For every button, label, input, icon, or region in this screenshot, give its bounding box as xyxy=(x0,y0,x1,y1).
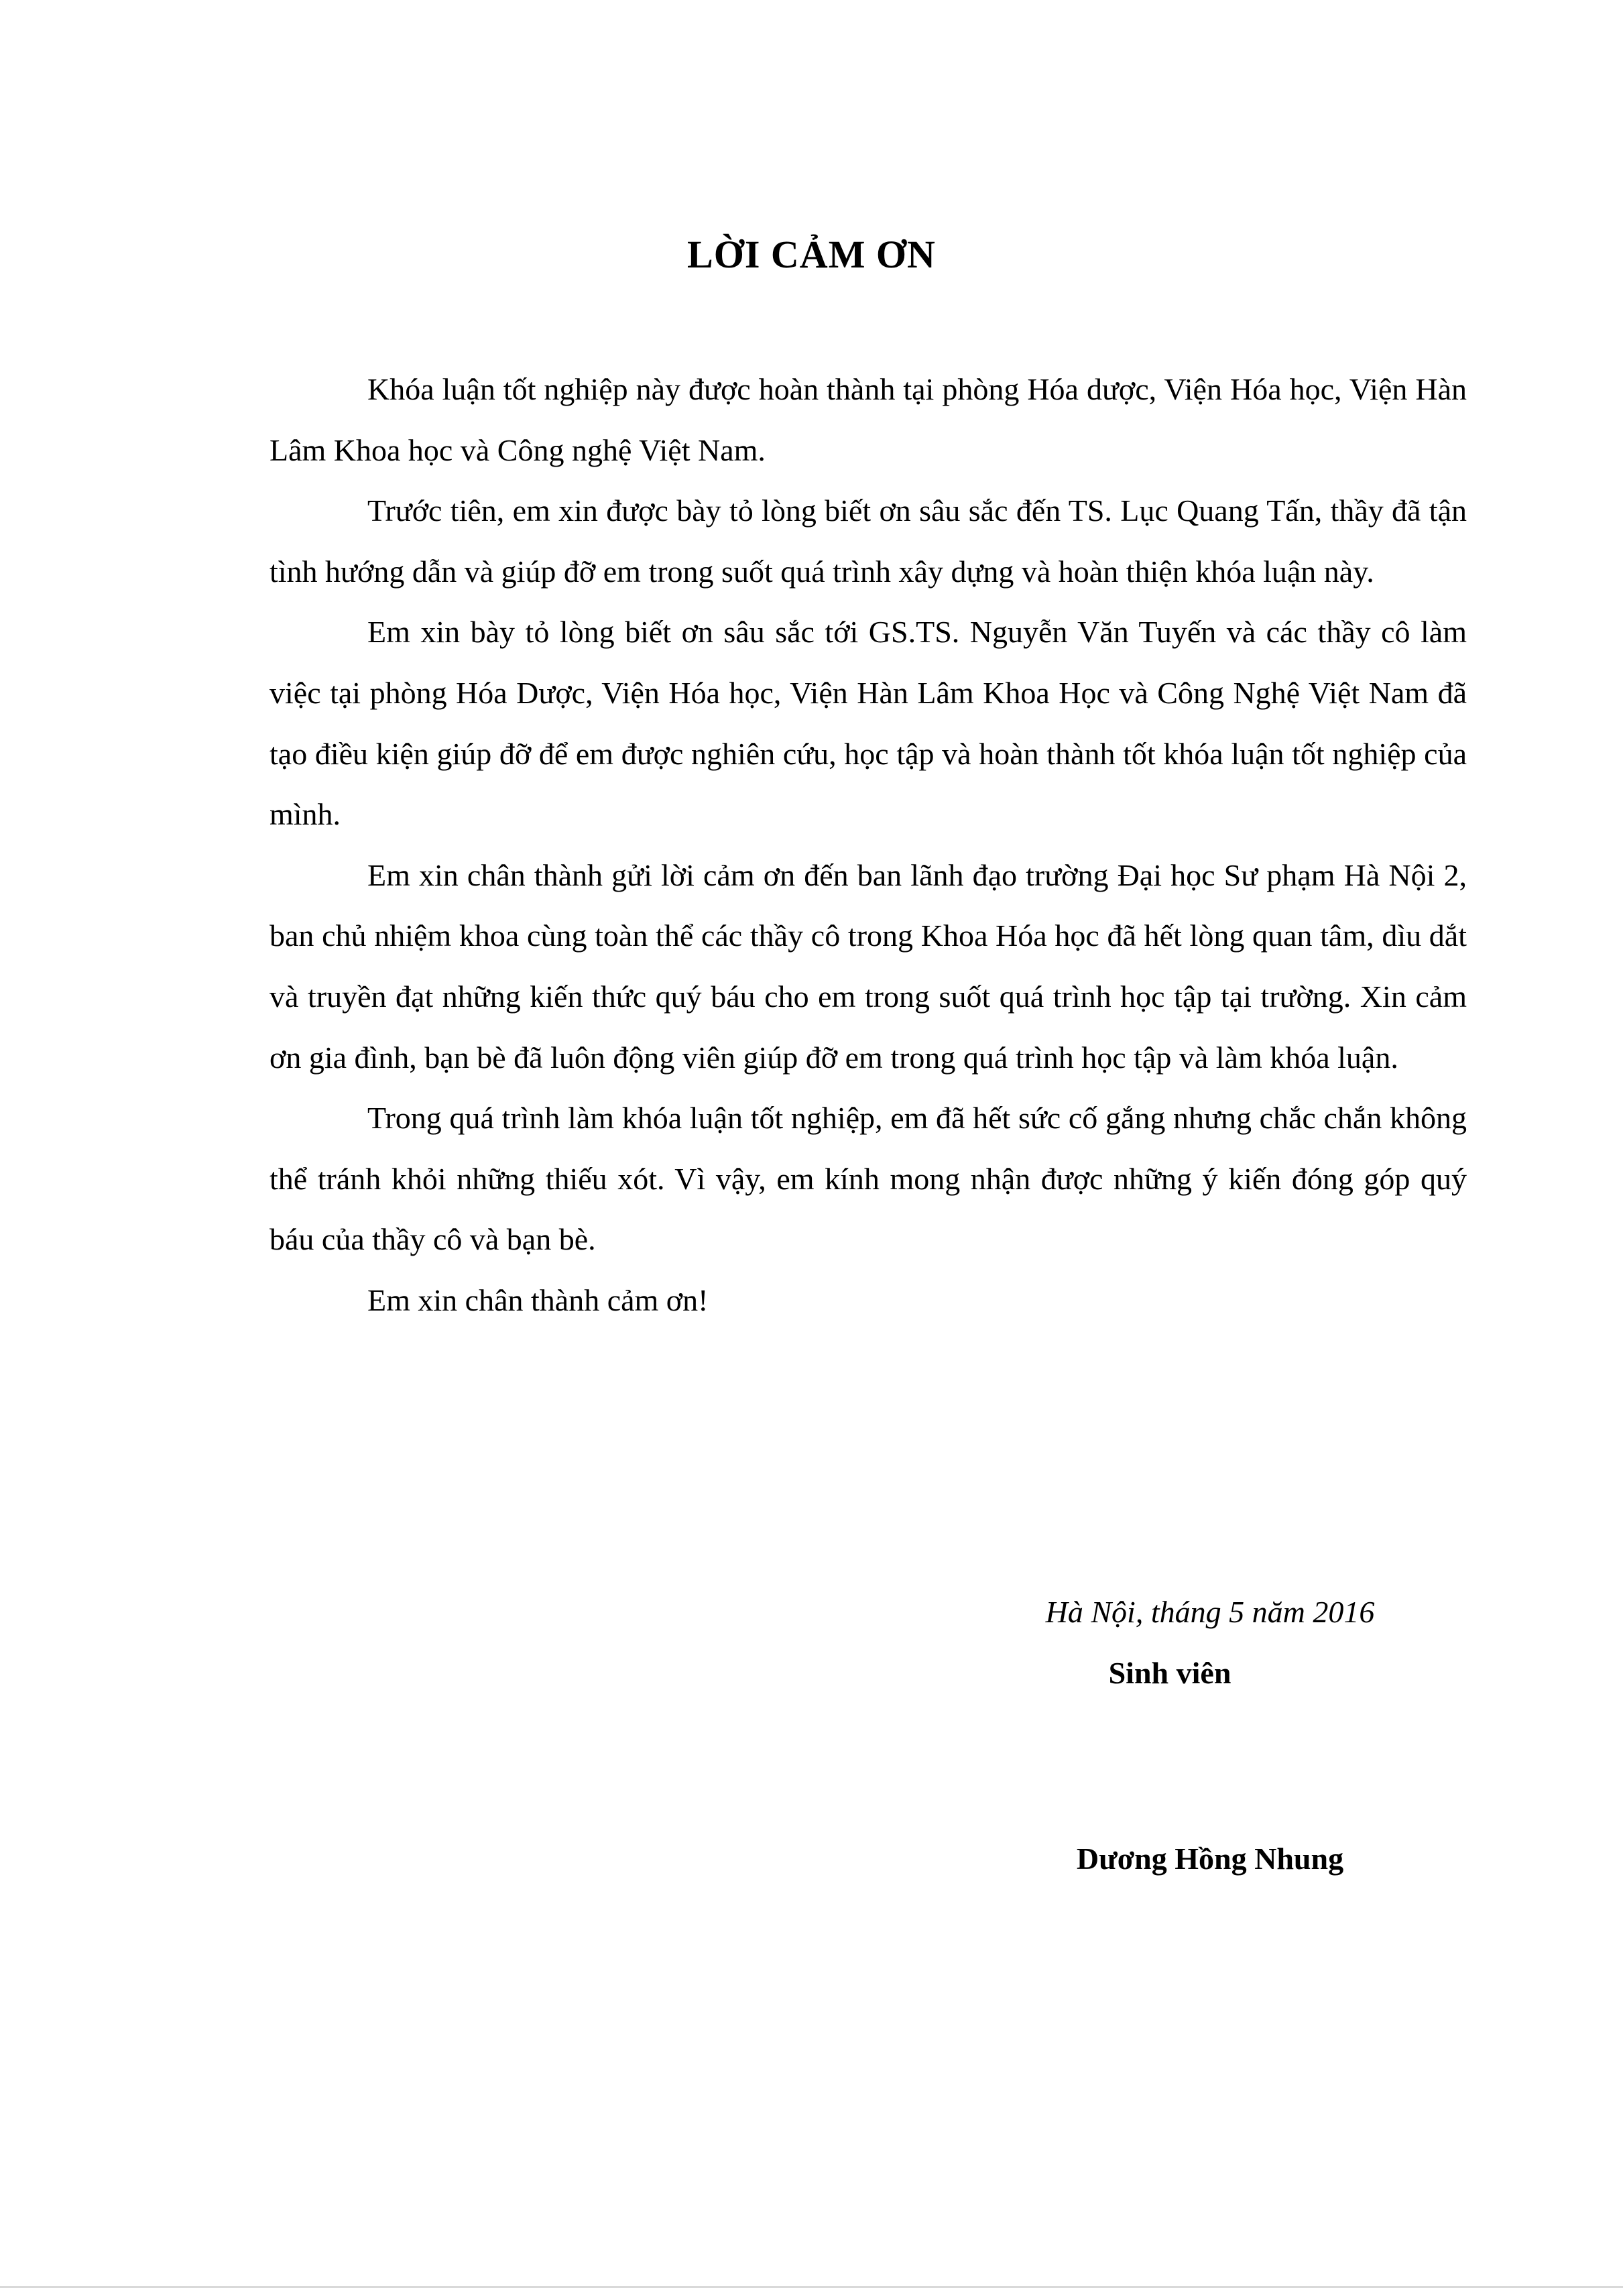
signature-place-date: Hà Nội, tháng 5 năm 2016 xyxy=(1045,1595,1375,1629)
signature-name: Dương Hồng Nhung xyxy=(1076,1841,1344,1876)
paragraph-6: Em xin chân thành cảm ơn! xyxy=(367,1282,709,1317)
page-bottom-edge xyxy=(0,2286,1623,2288)
paragraph-3: Em xin bày tỏ lòng biết ơn sâu sắc tới GS.TS. Nguyễn Văn Tuyến và các thầy cô làm việc tại phòng Hóa Dược, Viện Hóa học, Viện Hàn Lâm Khoa Học và Công Nghệ Việt Nam đã tạo điều kiện giúp đỡ để em được nghiên cứu, học tập và hoàn thành tốt khóa luận tốt nghiệp của mình. xyxy=(269,615,1467,832)
paragraph-2: Trước tiên, em xin được bày tỏ lòng biết ơn sâu sắc đến TS. Lục Quang Tấn, thầy đã tận tình hướng dẫn và giúp đỡ em trong suốt quá trình xây dựng và hoàn thiện khóa luận này. xyxy=(269,493,1467,589)
paragraph-4: Em xin chân thành gửi lời cảm ơn đến ban lãnh đạo trường Đại học Sư phạm Hà Nội 2, ban chủ nhiệm khoa cùng toàn thể các thầy cô trong Khoa Hóa học đã hết lòng quan tâm, dìu dắt và truyền đạt những kiến thức quý báu cho em trong suốt quá trình học tập tại trường. Xin cảm ơn gia đình, bạn bè đã luôn động viên giúp đỡ em trong quá trình học tập và làm khóa luận. xyxy=(269,857,1467,1075)
paragraph-5: Trong quá trình làm khóa luận tốt nghiệp, em đã hết sức cố gắng nhưng chắc chắn không thể tránh khỏi những thiếu xót. Vì vậy, em kính mong nhận được những ý kiến đóng góp quý báu của thầy cô và bạn bè. xyxy=(269,1101,1467,1257)
signature-role: Sinh viên xyxy=(1108,1656,1231,1690)
document-title: LỜI CẢM ƠN xyxy=(687,233,936,276)
paragraph-1: Khóa luận tốt nghiệp này được hoàn thành tại phòng Hóa dược, Viện Hóa học, Viện Hàn Lâm Khoa học và Công nghệ Việt Nam. xyxy=(269,372,1467,467)
document-body xyxy=(269,359,1467,1331)
